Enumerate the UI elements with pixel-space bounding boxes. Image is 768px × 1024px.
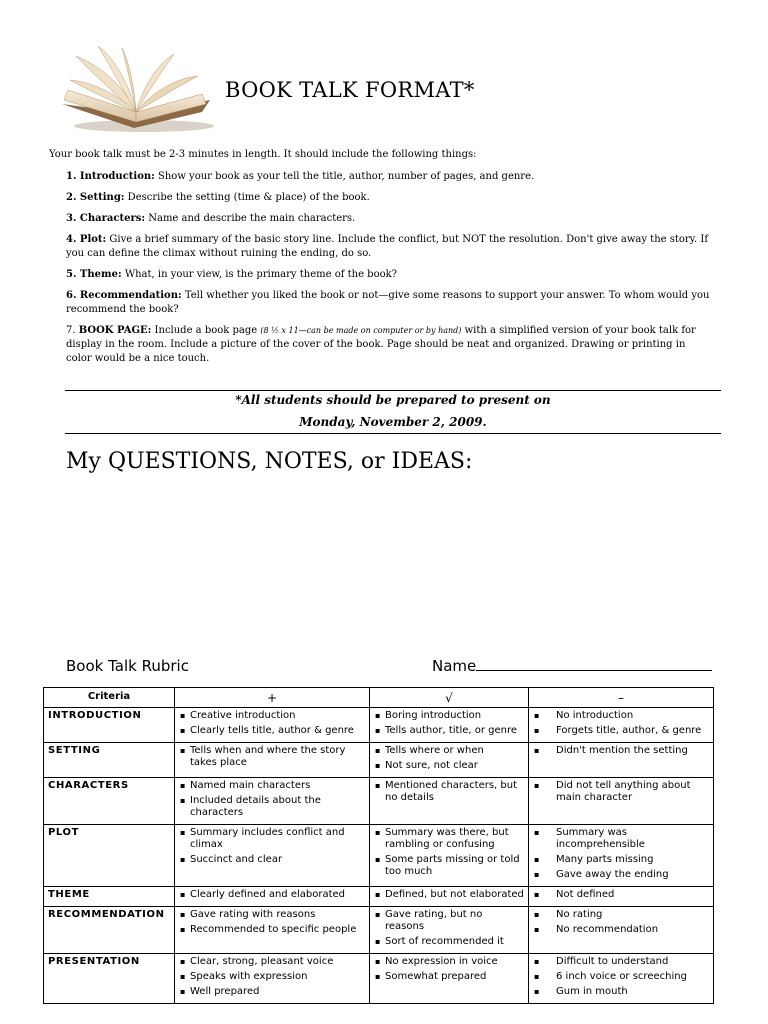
list-item: ▪ Difficult to understand (533, 956, 709, 968)
table-row (44, 907, 714, 954)
divider (65, 433, 721, 434)
list-item (66, 324, 712, 366)
list-item: ▪ Gave rating with reasons (179, 909, 365, 921)
bullet-list (179, 827, 365, 866)
list-item: ▪ Gave rating, but no reasons (374, 909, 524, 933)
item-label: 6. Recommendation: (66, 290, 182, 301)
criteria-cell: CHARACTERS (44, 778, 175, 825)
notes-heading: My QUESTIONS, NOTES, or IDEAS: (66, 449, 473, 474)
item-label: 2. Setting: (66, 192, 125, 203)
list-item: ▪ Sort of recommended it (374, 936, 524, 948)
item-text: Include a book page (151, 325, 261, 336)
bullet-list (179, 909, 365, 936)
bullet-list (374, 909, 524, 948)
item-prefix: 7. (66, 325, 79, 336)
item-text: Give a brief summary of the basic story line. Include the conflict, but NOT the resolution. Don't give away the story. If you can define the climax without ruining the ending, do so. (66, 234, 709, 259)
bullet-list (533, 710, 709, 737)
bullet-list (374, 956, 524, 983)
bullet-list (374, 745, 524, 772)
list-item: ▪ Well prepared (179, 986, 365, 998)
table-row (44, 954, 714, 1004)
page-title: BOOK TALK FORMAT* (225, 78, 475, 102)
presentation-notice: *All students should be prepared to present on (235, 393, 551, 407)
check-cell (370, 708, 529, 743)
bullet-list (179, 745, 365, 769)
list-item: ▪ No expression in voice (374, 956, 524, 968)
list-item: ▪ Clear, strong, pleasant voice (179, 956, 365, 968)
list-item: ▪ Boring introduction (374, 710, 524, 722)
table-header-row (44, 688, 714, 708)
list-item: ▪ Not defined (533, 889, 709, 901)
table-row (44, 743, 714, 778)
bullet-list (533, 745, 709, 757)
list-item (66, 170, 712, 184)
divider (65, 390, 721, 391)
bullet-list (533, 780, 709, 804)
criteria-cell: RECOMMENDATION (44, 907, 175, 954)
list-item: ▪ Tells when and where the story takes place (179, 745, 365, 769)
col-header-criteria: Criteria (44, 688, 175, 708)
list-item: ▪ Tells author, title, or genre (374, 725, 524, 737)
list-item: ▪ No rating (533, 909, 709, 921)
criteria-cell: THEME (44, 887, 175, 907)
list-item: ▪ Tells where or when (374, 745, 524, 757)
criteria-cell: PLOT (44, 825, 175, 887)
name-line[interactable] (476, 657, 712, 671)
plus-cell (175, 887, 370, 907)
plus-cell (175, 825, 370, 887)
minus-cell (529, 907, 714, 954)
plus-cell (175, 778, 370, 825)
list-item (66, 212, 712, 226)
item-label: BOOK PAGE: (78, 325, 152, 336)
plus-cell (175, 907, 370, 954)
col-header-minus: – (529, 688, 714, 708)
list-item (66, 191, 712, 205)
item-note: (8 ½ x 11—can be made on computer or by hand) (260, 326, 462, 335)
intro-text: Your book talk must be 2-3 minutes in length. It should include the following things: (49, 149, 477, 160)
minus-cell (529, 954, 714, 1004)
bullet-list (179, 710, 365, 737)
item-label: 4. Plot: (66, 234, 107, 245)
list-item: ▪ Creative introduction (179, 710, 365, 722)
table-row (44, 825, 714, 887)
criteria-cell: PRESENTATION (44, 954, 175, 1004)
bullet-list (533, 827, 709, 881)
list-item (66, 233, 712, 261)
list-item: ▪ 6 inch voice or screeching (533, 971, 709, 983)
list-item (66, 289, 712, 317)
list-item: ▪ Succinct and clear (179, 854, 365, 866)
table-row (44, 708, 714, 743)
check-cell (370, 825, 529, 887)
criteria-cell: INTRODUCTION (44, 708, 175, 743)
bullet-list (533, 956, 709, 998)
check-cell (370, 954, 529, 1004)
item-text: What, in your view, is the primary theme of the book? (121, 269, 398, 280)
list-item: ▪ Forgets title, author, & genre (533, 725, 709, 737)
item-text: Name and describe the main characters. (145, 213, 356, 224)
table-row (44, 778, 714, 825)
list-item: ▪ Did not tell anything about main character (533, 780, 709, 804)
list-item: ▪ Gave away the ending (533, 869, 709, 881)
item-label: 3. Characters: (66, 213, 146, 224)
list-item: ▪ Clearly tells title, author & genre (179, 725, 365, 737)
col-header-plus: + (175, 688, 370, 708)
plus-cell (175, 743, 370, 778)
col-header-check: √ (370, 688, 529, 708)
list-item: ▪ Didn't mention the setting (533, 745, 709, 757)
check-cell (370, 778, 529, 825)
minus-cell (529, 708, 714, 743)
bullet-list (374, 780, 524, 804)
check-cell (370, 907, 529, 954)
list-item: ▪ Included details about the characters (179, 795, 365, 819)
minus-cell (529, 887, 714, 907)
list-item (66, 268, 712, 282)
list-item: ▪ Summary includes conflict and climax (179, 827, 365, 851)
minus-cell (529, 825, 714, 887)
bullet-list (533, 889, 709, 901)
table-row (44, 887, 714, 907)
list-item: ▪ Named main characters (179, 780, 365, 792)
check-cell (370, 887, 529, 907)
name-field[interactable] (432, 657, 712, 675)
list-item: ▪ Defined, but not elaborated (374, 889, 524, 901)
plus-cell (175, 954, 370, 1004)
list-item: ▪ Some parts missing or told too much (374, 854, 524, 878)
list-item: ▪ Gum in mouth (533, 986, 709, 998)
requirements-list (66, 170, 712, 373)
minus-cell (529, 743, 714, 778)
item-label: 1. Introduction: (66, 171, 155, 182)
list-item: ▪ No introduction (533, 710, 709, 722)
minus-cell (529, 778, 714, 825)
rubric-title: Book Talk Rubric (66, 657, 189, 675)
bullet-list (533, 909, 709, 936)
item-label: 5. Theme: (66, 269, 122, 280)
check-cell (370, 743, 529, 778)
item-text: Tell whether you liked the book or not—give some reasons to support your answer. To whom would you recommend the book? (66, 290, 710, 315)
item-text: with a simplified version of your book talk for display in the room. Include a picture of the cover of the book. Page should be neat and organized. Drawing or printing in color would be a nice touch. (66, 325, 696, 364)
list-item: ▪ Recommended to specific people (179, 924, 365, 936)
item-text: Describe the setting (time & place) of the book. (124, 192, 370, 203)
rubric-table (43, 687, 714, 1004)
list-item: ▪ Somewhat prepared (374, 971, 524, 983)
presentation-date: Monday, November 2, 2009. (299, 415, 487, 429)
list-item: ▪ Many parts missing (533, 854, 709, 866)
bullet-list (179, 889, 365, 901)
list-item: ▪ Speaks with expression (179, 971, 365, 983)
bullet-list (374, 710, 524, 737)
bullet-list (374, 889, 524, 901)
list-item: ▪ Not sure, not clear (374, 760, 524, 772)
list-item: ▪ Summary was incomprehensible (533, 827, 709, 851)
criteria-cell: SETTING (44, 743, 175, 778)
bullet-list (179, 780, 365, 819)
bullet-list (179, 956, 365, 998)
plus-cell (175, 708, 370, 743)
item-text: Show your book as your tell the title, author, number of pages, and genre. (154, 171, 535, 182)
name-label: Name (432, 657, 477, 675)
list-item: ▪ Summary was there, but rambling or confusing (374, 827, 524, 851)
list-item: ▪ No recommendation (533, 924, 709, 936)
list-item: ▪ Clearly defined and elaborated (179, 889, 365, 901)
open-book-icon (52, 42, 214, 134)
bullet-list (374, 827, 524, 878)
list-item: ▪ Mentioned characters, but no details (374, 780, 524, 804)
